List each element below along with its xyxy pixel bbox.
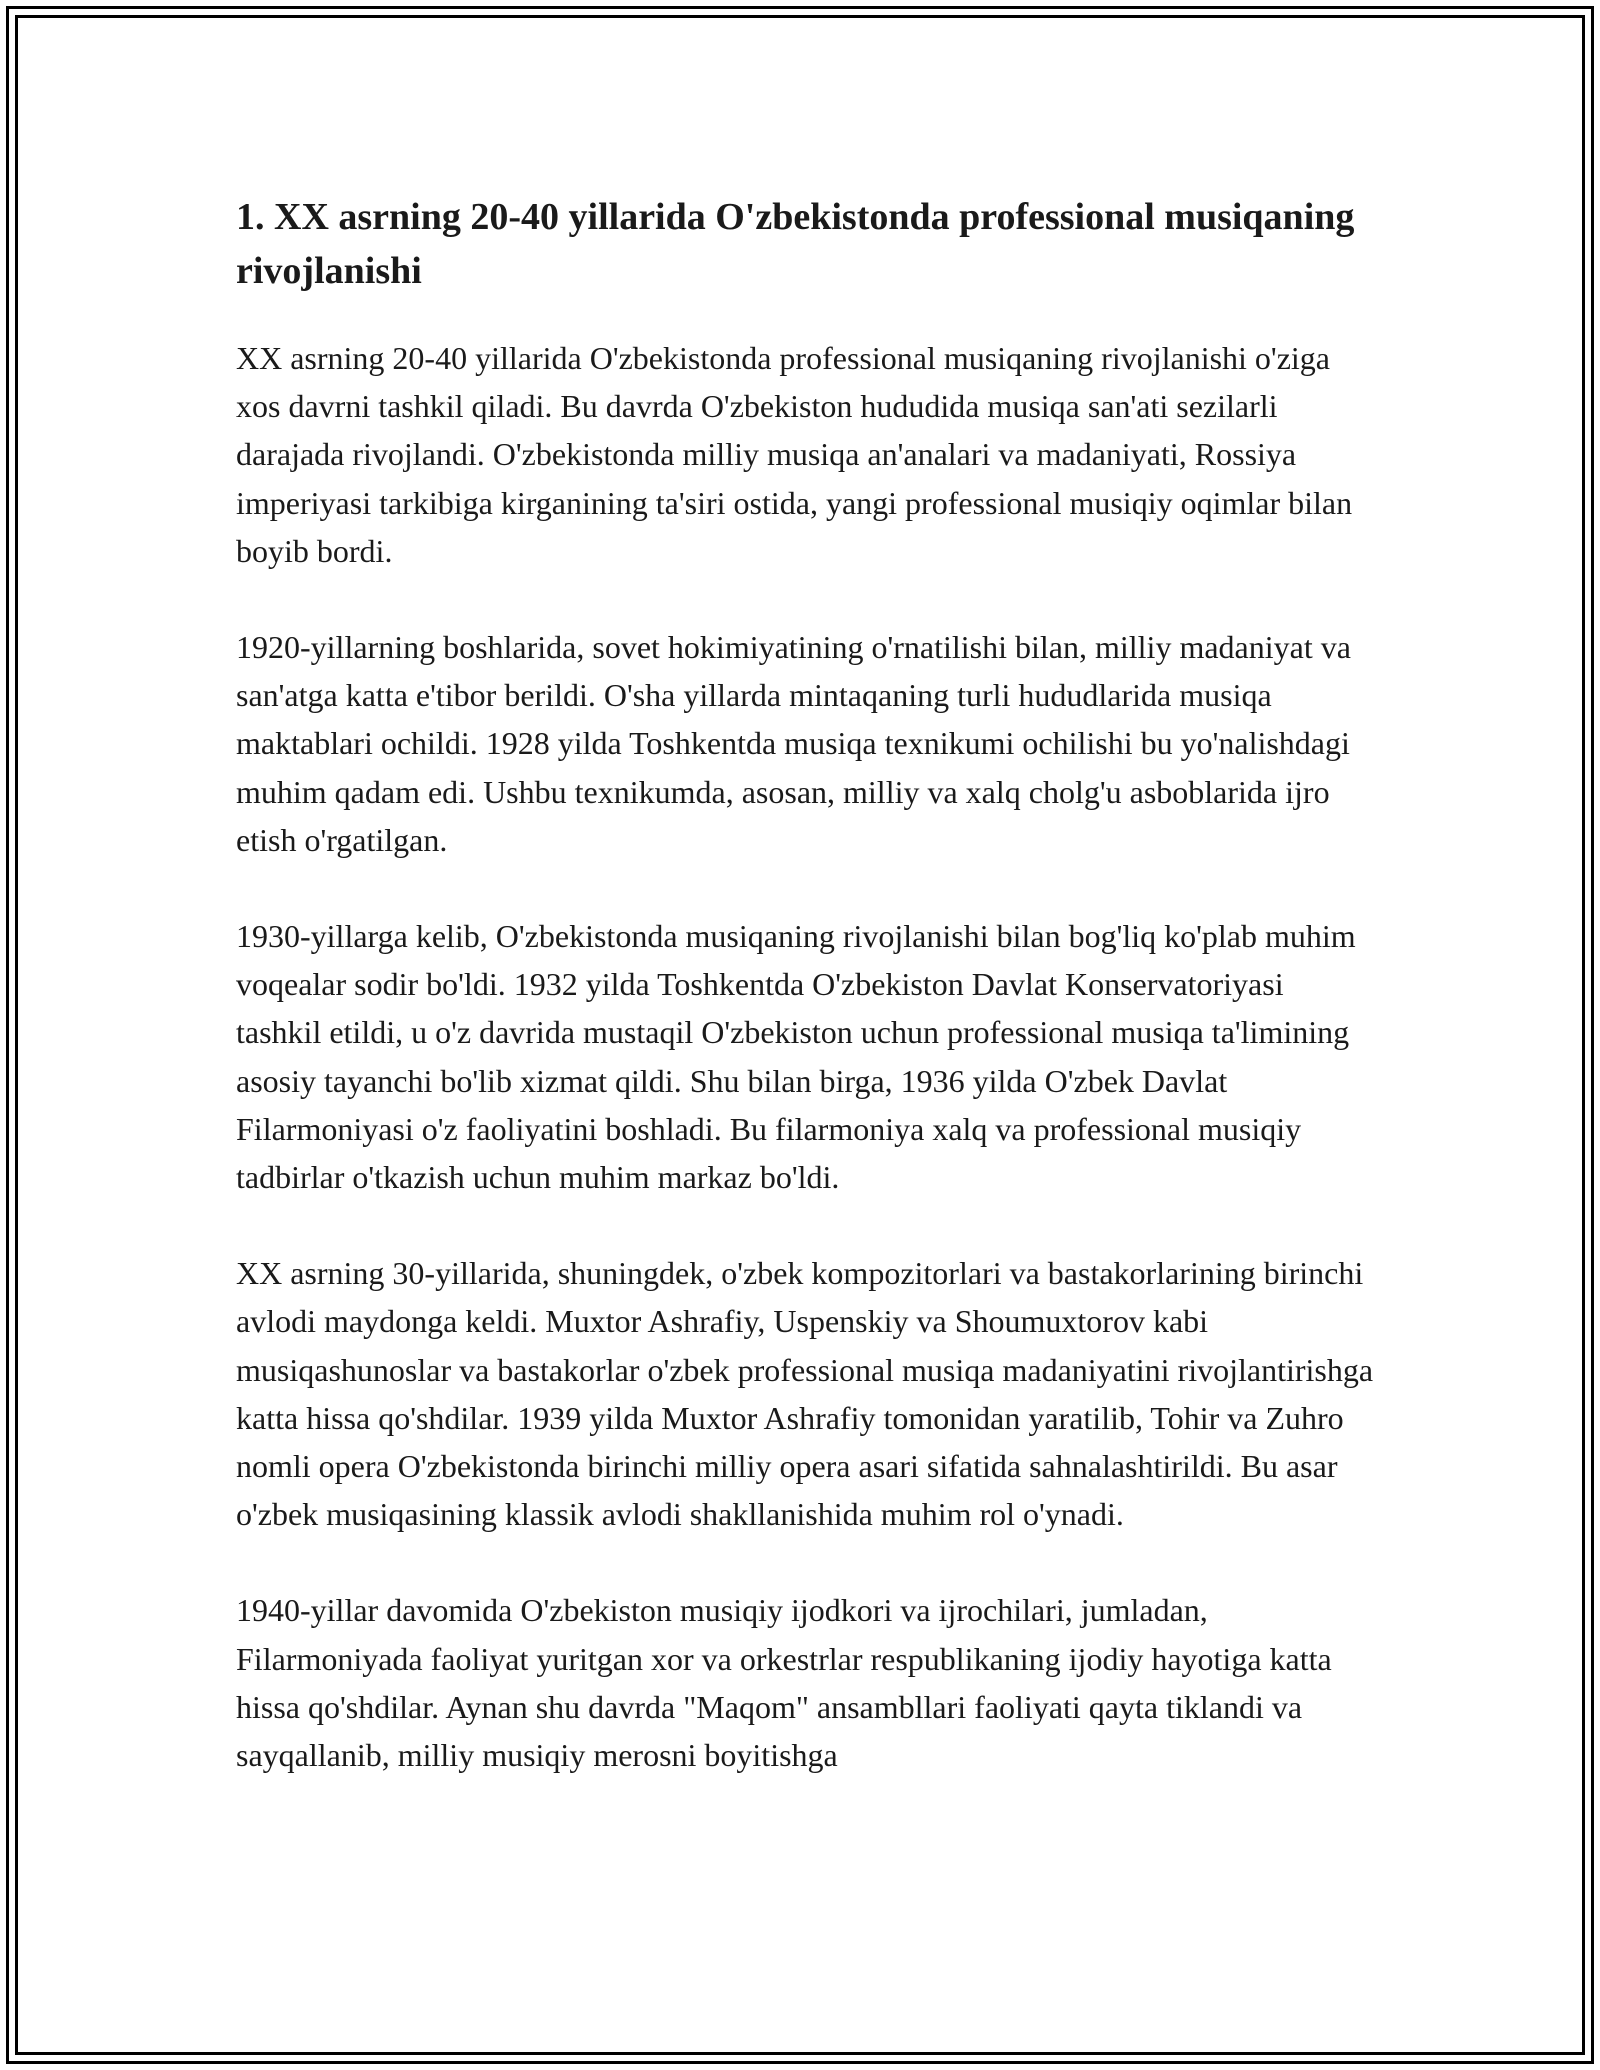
paragraph-3: 1930-yillarga kelib, O'zbekistonda musiqaning rivojlanishi bilan bog'liq ko'plab muhim voqealar sodir bo'ldi. 1932 yilda Toshkentda O'zbekiston Davlat Konservatoriyasi tashkil etildi, u o'z davrida mustaqil O'zbekiston uchun professional musiqa ta'limining asosiy tayanchi bo'lib xizmat qildi. Shu bilan birga, 1936 yilda O'zbek Davlat Filarmoniyasi o'z faoliyatini boshladi. Bu filarmoniya xalq va professional musiqiy tadbirlar o'tkazish uchun muhim markaz bo'ldi. (236, 918, 1356, 1196)
paragraph-5: 1940-yillar davomida O'zbekiston musiqiy ijodkori va ijrochilari, jumladan, Filarmoniyada faoliyat yuritgan xor va orkestrlar respublikaning ijodiy hayotiga katta hissa qo'shdilar. Aynan shu davrda "Maqom" ansambllari faoliyati qayta tiklandi va sayqallanib, milliy musiqiy merosni boyitishga (236, 1592, 1332, 1774)
paragraph-4: XX asrning 30-yillarida, shuningdek, o'zbek kompozitorlari va bastakorlarining birinchi avlodi maydonga keldi. Muxtor Ashrafiy, Uspenskiy va Shoumuxtorov kabi musiqashunoslar va bastakorlar o'zbek professional musiqa madaniyatini rivojlantirishga katta hissa qo'shdilar. 1939 yilda Muxtor Ashrafiy tomonidan yaratilib, Tohir va Zuhro nomli opera O'zbekistonda birinchi milliy opera asari sifatida sahnalashtirildi. Bu asar o'zbek musiqasining klassik avlodi shakllanishida muhim rol o'ynadi. (236, 1255, 1374, 1533)
paragraph-1: XX asrning 20-40 yillarida O'zbekistonda professional musiqaning rivojlanishi o'ziga xos davrni tashkil qiladi. Bu davrda O'zbekiston hududida musiqa san'ati sezilarli darajada rivojlandi. O'zbekistonda milliy musiqa an'analari va madaniyati, Rossiya imperiyasi tarkibiga kirganining ta'siri ostida, yangi professional musiqiy oqimlar bilan boyib bordi. (236, 340, 1353, 569)
paragraph-2: 1920-yillarning boshlarida, sovet hokimiyatining o'rnatilishi bilan, milliy madaniyat va san'atga katta e'tibor berildi. O'sha yillarda mintaqaning turli hududlarida musiqa maktablari ochildi. 1928 yilda Toshkentda musiqa texnikumi ochilishi bu yo'nalishdagi muhim qadam edi. Ushbu texnikumda, asosan, milliy va xalq cholg'u asboblarida ijro etish o'rgatilgan. (236, 629, 1351, 858)
page-title: 1. XX asrning 20-40 yillarida O'zbekistonda professional musiqaning rivojlanishi (236, 196, 1355, 292)
document-body (236, 190, 1376, 1827)
